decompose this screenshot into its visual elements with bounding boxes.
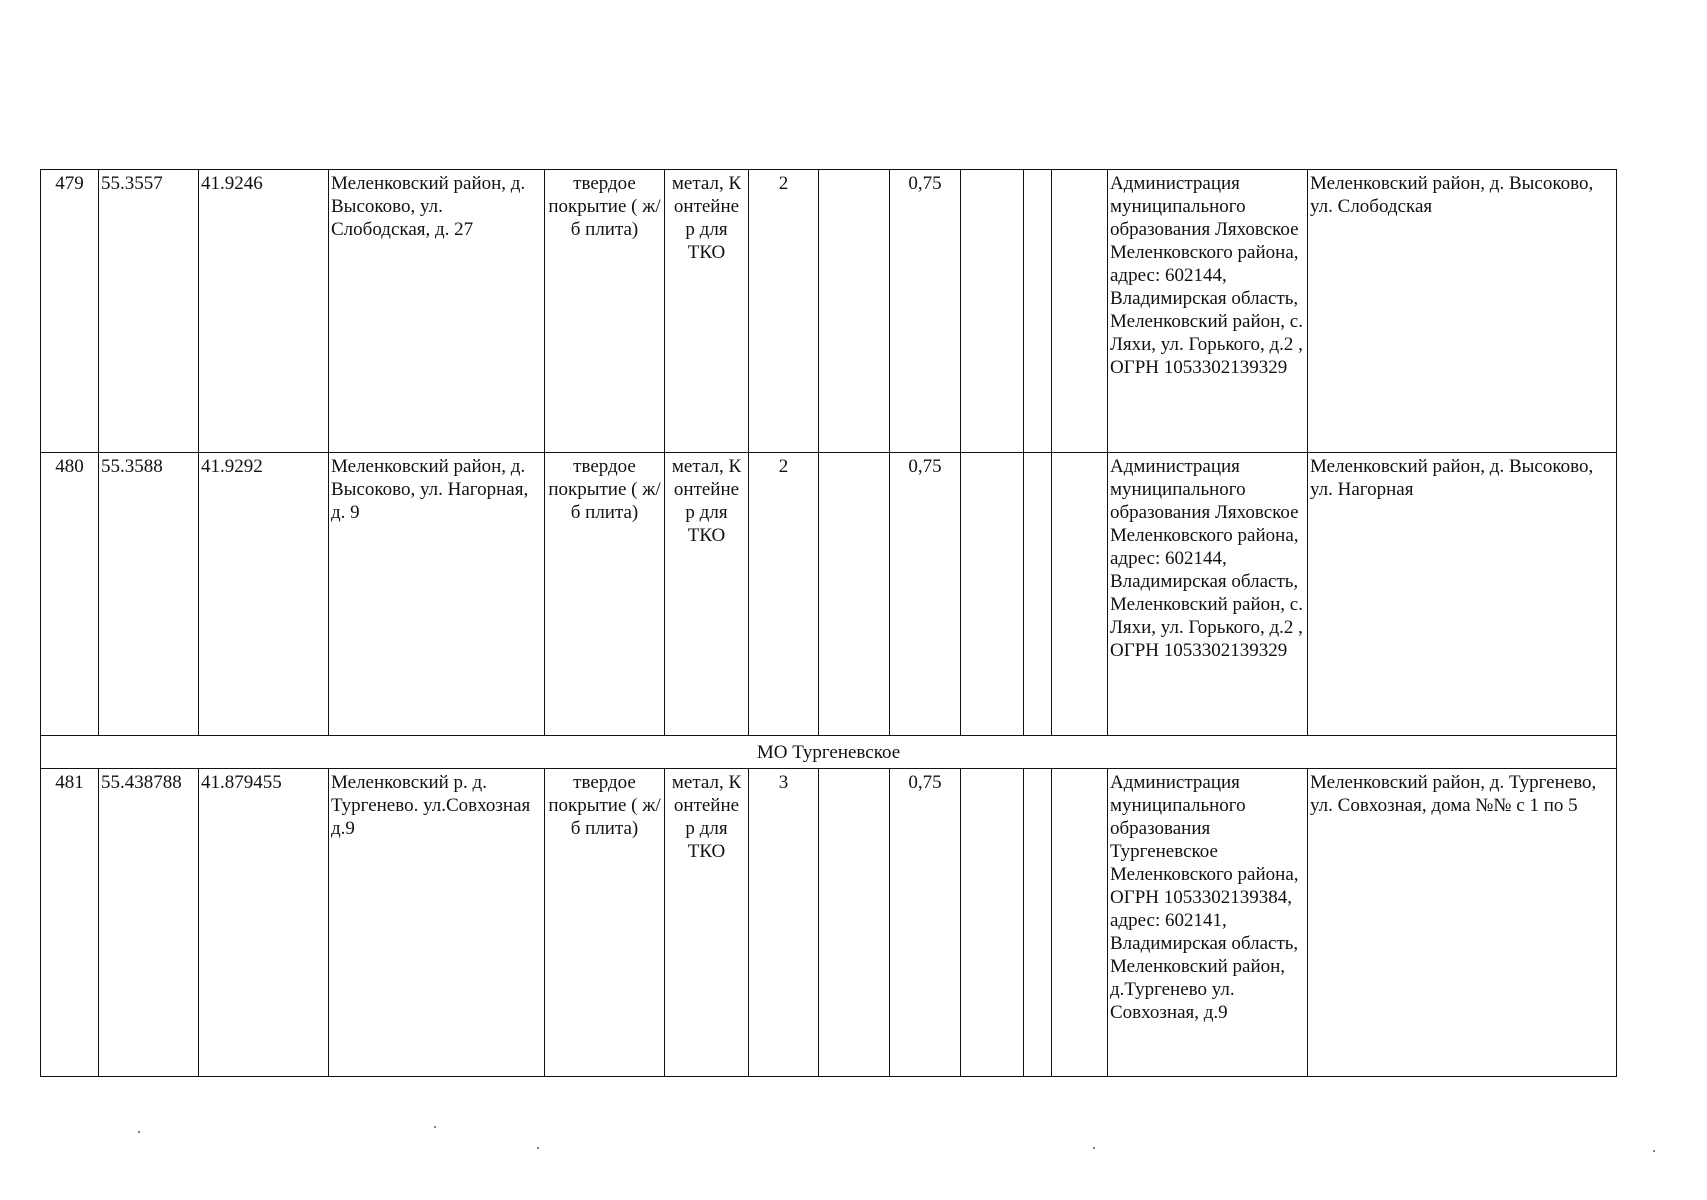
location-cell: Меленковский р. д. Тургенево. ул.Совхозная д.9 <box>329 769 545 1077</box>
longitude-cell: 41.9246 <box>199 170 329 453</box>
registry-table <box>40 169 1617 1077</box>
latitude-cell: 55.438788 <box>99 769 199 1077</box>
table-row <box>41 769 1617 1077</box>
material-cell: метал, К онтейне р для ТКО <box>665 170 749 453</box>
volume-cell: 0,75 <box>890 453 961 736</box>
served-area-cell: Меленковский район, д. Высоково, ул. Слободская <box>1308 170 1617 453</box>
latitude-cell: 55.3588 <box>99 453 199 736</box>
served-area-cell: Меленковский район, д. Высоково, ул. Нагорная <box>1308 453 1617 736</box>
empty-cell <box>1024 170 1052 453</box>
volume-cell: 0,75 <box>890 769 961 1077</box>
material-cell: метал, К онтейне р для ТКО <box>665 769 749 1077</box>
table-row <box>41 170 1617 453</box>
empty-cell <box>1024 769 1052 1077</box>
section-title: МО Тургеневское <box>41 736 1617 769</box>
surface-cell: твердое покрытие ( ж/б плита) <box>545 170 665 453</box>
empty-cell <box>961 170 1024 453</box>
served-area-cell: Меленковский район, д. Тургенево, ул. Совхозная, дома №№ с 1 по 5 <box>1308 769 1617 1077</box>
empty-cell <box>1052 453 1108 736</box>
scan-speck <box>1093 1147 1095 1149</box>
empty-cell <box>819 170 890 453</box>
row-number: 479 <box>41 170 99 453</box>
empty-cell <box>1052 170 1108 453</box>
volume-cell: 0,75 <box>890 170 961 453</box>
empty-cell <box>961 769 1024 1077</box>
owner-cell: Администрация муниципального образования Ляховское Меленковского района, адрес: 602144, Владимирская область, Меленковский район, с. Ляхи, ул. Горького, д.2 , ОГРН 1053302139329 <box>1108 170 1308 453</box>
scan-speck <box>1653 1150 1655 1152</box>
surface-cell: твердое покрытие ( ж/б плита) <box>545 769 665 1077</box>
scan-speck <box>434 1126 436 1128</box>
longitude-cell: 41.9292 <box>199 453 329 736</box>
containers-count-cell: 3 <box>749 769 819 1077</box>
material-cell: метал, К онтейне р для ТКО <box>665 453 749 736</box>
table-row <box>41 453 1617 736</box>
scan-speck <box>138 1131 140 1133</box>
surface-cell: твердое покрытие ( ж/б плита) <box>545 453 665 736</box>
containers-count-cell: 2 <box>749 453 819 736</box>
empty-cell <box>819 769 890 1077</box>
longitude-cell: 41.879455 <box>199 769 329 1077</box>
empty-cell <box>1052 769 1108 1077</box>
owner-cell: Администрация муниципального образования Ляховское Меленковского района, адрес: 602144, Владимирская область, Меленковский район, с. Ляхи, ул. Горького, д.2 , ОГРН 1053302139329 <box>1108 453 1308 736</box>
owner-cell: Администрация муниципального образования Тургеневское Меленковского района, ОГРН 1053302139384, адрес: 602141, Владимирская область, Меленковский район, д.Тургенево ул. Совхозная, д.9 <box>1108 769 1308 1077</box>
row-number: 480 <box>41 453 99 736</box>
latitude-cell: 55.3557 <box>99 170 199 453</box>
location-cell: Меленковский район, д. Высоково, ул. Слободская, д. 27 <box>329 170 545 453</box>
scan-speck <box>537 1147 539 1149</box>
containers-count-cell: 2 <box>749 170 819 453</box>
empty-cell <box>961 453 1024 736</box>
location-cell: Меленковский район, д. Высоково, ул. Нагорная, д. 9 <box>329 453 545 736</box>
section-header-row <box>41 736 1617 769</box>
row-number: 481 <box>41 769 99 1077</box>
empty-cell <box>1024 453 1052 736</box>
empty-cell <box>819 453 890 736</box>
